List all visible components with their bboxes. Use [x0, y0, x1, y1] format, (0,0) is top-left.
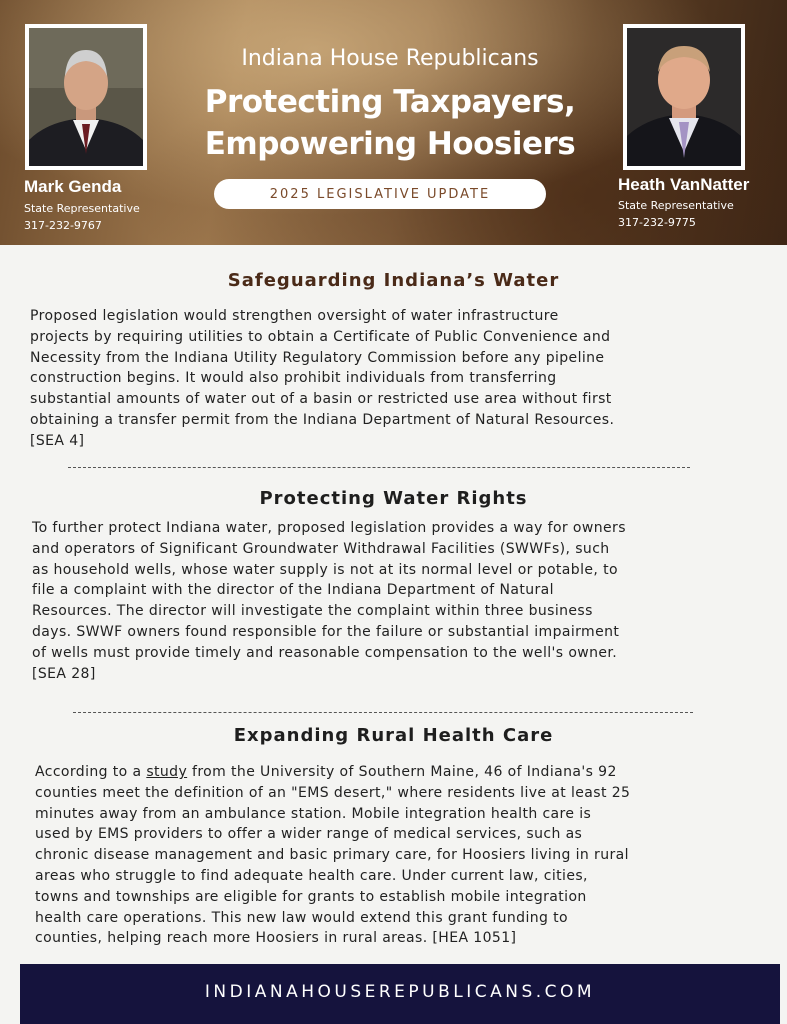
- left-rep-name: Mark Genda: [24, 177, 122, 196]
- paragraph-line: chronic disease management and basic primary care, for Hoosiers living in rural: [35, 847, 629, 864]
- paragraph-line: To further protect Indiana water, proposed legislation provides a way for owners: [32, 520, 626, 536]
- paragraph-line: counties, helping reach more Hoosiers in rural areas. [HEA 1051]: [35, 930, 517, 947]
- section-body-water-rights: [32, 518, 752, 684]
- paragraph-line: substantial amounts of water out of a basin or restricted use area without first: [30, 391, 612, 408]
- paragraph-line: minutes away from an ambulance station. Mobile integration health care is: [35, 805, 592, 822]
- paragraph-line: as household wells, whose water supply is not at its normal level or potable, to: [32, 561, 618, 578]
- paragraph-line: Necessity from the Indiana Utility Regulatory Commission before any pipeline: [30, 349, 605, 366]
- legislative-update-label: 2025 LEGISLATIVE UPDATE: [269, 186, 491, 202]
- header-banner: [0, 0, 787, 245]
- paragraph-line: of wells must provide timely and reasonable compensation to the well's owner.: [32, 644, 618, 661]
- footer-banner: [20, 964, 780, 1024]
- headline-line-1: Protecting Taxpayers,: [204, 84, 576, 120]
- paragraph-line: [SEA 28]: [32, 665, 96, 682]
- paragraph-line: [35, 762, 755, 783]
- paragraph-line: construction begins. It would also prohibit individuals from transferring: [30, 370, 557, 387]
- legislative-update-pill: [214, 179, 546, 209]
- paragraph-line: towns and townships are eligible for grants to establish mobile integration: [35, 888, 587, 905]
- mark-genda-portrait: [25, 24, 147, 170]
- paragraph-line: days. SWWF owners found responsible for the failure or substantial impairment: [32, 623, 620, 640]
- paragraph-line: [SEA 4]: [30, 432, 85, 449]
- heath-vannatter-portrait: [623, 24, 745, 170]
- right-rep-name: Heath VanNatter: [618, 175, 750, 194]
- paragraph-text: According to a: [35, 764, 147, 780]
- dashed-divider: [68, 467, 690, 468]
- paragraph-line: file a complaint with the director of the Indiana Department of Natural: [32, 582, 554, 599]
- section-body-rural-health: [35, 762, 755, 949]
- paragraph-text: from the University of Southern Maine, 46 of Indiana's 92: [187, 764, 617, 780]
- org-name: Indiana House Republicans: [241, 46, 539, 71]
- section-title-rural-health: Expanding Rural Health Care: [233, 725, 554, 746]
- website-link[interactable]: INDIANAHOUSEREPUBLICANS.COM: [204, 982, 596, 1002]
- right-rep-title: State Representative: [618, 199, 734, 212]
- paragraph-line: counties meet the definition of an "EMS desert," where residents live at least 25: [35, 784, 631, 801]
- paragraph-line: health care operations. This new law would extend this grant funding to: [35, 909, 569, 926]
- left-rep-title: State Representative: [24, 202, 140, 215]
- section-title-water-rights: Protecting Water Rights: [259, 488, 528, 509]
- paragraph-line: and operators of Significant Groundwater Withdrawal Facilities (SWWFs), such: [32, 540, 610, 557]
- section-title-water: Safeguarding Indiana’s Water: [227, 270, 560, 291]
- study-link[interactable]: study: [146, 764, 188, 780]
- paragraph-line: obtaining a transfer permit from the Indiana Department of Natural Resources.: [30, 411, 615, 428]
- section-body-water: [30, 306, 750, 452]
- paragraph-line: used by EMS providers to offer a wider range of medical services, such as: [35, 826, 583, 843]
- paragraph-line: projects by requiring utilities to obtain a Certificate of Public Convenience and: [30, 328, 611, 345]
- paragraph-line: Resources. The director will investigate the complaint within three business: [32, 603, 593, 620]
- paragraph-line: areas who struggle to find adequate health care. Under current law, cities,: [35, 867, 588, 884]
- paragraph-line: Proposed legislation would strengthen oversight of water infrastructure: [30, 308, 559, 324]
- dashed-divider: [73, 712, 693, 713]
- right-rep-phone: 317-232-9775: [618, 216, 696, 229]
- headline-line-2: Empowering Hoosiers: [204, 126, 576, 162]
- left-rep-phone: 317-232-9767: [24, 219, 102, 232]
